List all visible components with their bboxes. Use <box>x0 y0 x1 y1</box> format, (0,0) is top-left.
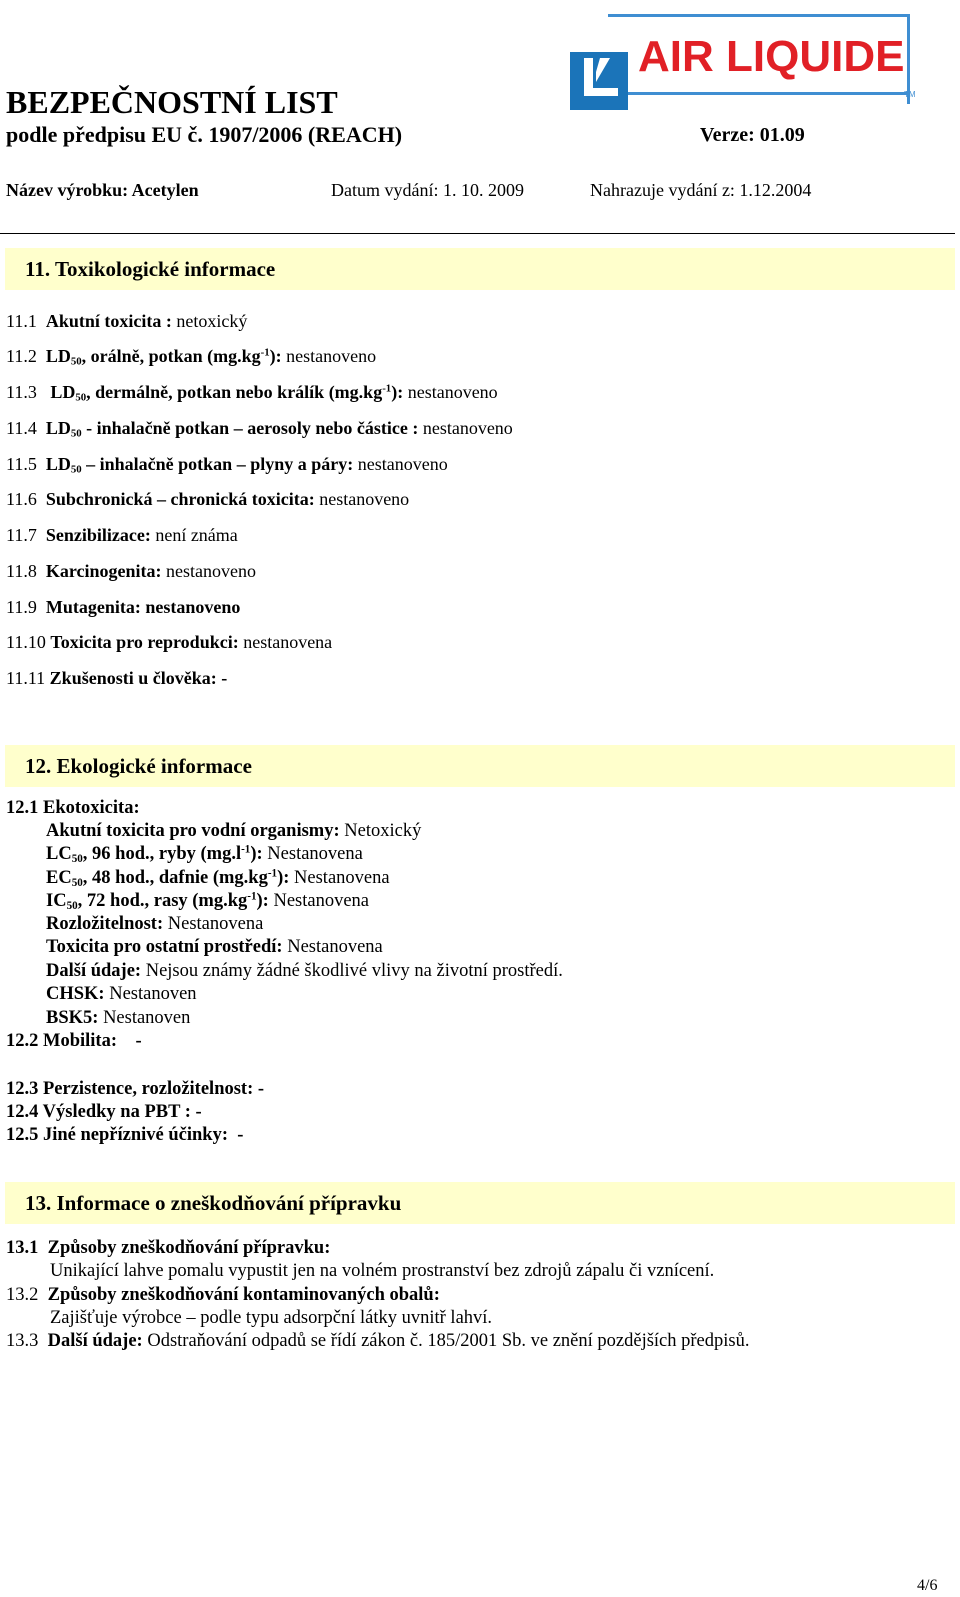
item-11-4 <box>6 418 513 439</box>
row-value: Nejsou známy žádné škodlivé vlivy na životní prostředí. <box>145 961 563 981</box>
ic50-row <box>46 891 369 912</box>
header-divider <box>0 233 955 234</box>
item-value: nestanovena <box>243 632 333 652</box>
item-label: $LD_{50}$, orálně, potkan $(mg.kg^{-1})$: <box>45 346 282 368</box>
degradability-row <box>46 914 263 935</box>
disposal-product-text: Unikající lahve pomalu vypustit jen na volném prostranství bez zdrojů zápalu či vznícení. <box>50 1261 715 1281</box>
ecotoxicity-heading: 12.1 Ekotoxicita: <box>6 798 140 818</box>
row-label: Akutní toxicita pro vodní organismy: <box>46 821 340 841</box>
disposal-additional-row <box>6 1331 749 1352</box>
row-label: $IC_{50}$, 72 hod., rasy $(mg.kg^{-1})$: <box>46 890 269 912</box>
item-11-6 <box>6 489 409 510</box>
item-value: nestanoveno <box>407 382 498 402</box>
row-value: Nestanovena <box>273 891 370 911</box>
row-label: Způsoby zneškodňování přípravku: <box>47 1238 331 1258</box>
section-11-heading: 11. Toxikologické informace <box>25 257 276 281</box>
item-11-7 <box>6 525 238 546</box>
item-num: 11.4 <box>6 418 37 438</box>
section-12-banner <box>5 745 955 787</box>
row-value: Nestanoven <box>103 1008 191 1028</box>
acute-toxicity-row <box>46 821 421 842</box>
document-title: BEZPEČNOSTNÍ LIST <box>6 84 338 120</box>
mobility-row: 12.2 Mobilita: - <box>6 1031 142 1051</box>
item-value: nestanoveno <box>286 346 377 366</box>
item-11-11 <box>6 668 227 689</box>
logo-trademark: TM <box>904 90 916 99</box>
item-label: Karcinogenita: <box>45 561 162 581</box>
item-value: nestanoveno <box>422 418 513 438</box>
row-value: Nestanovena <box>267 844 363 864</box>
item-num: 11.7 <box>6 525 37 545</box>
item-label: Zkušenosti u člověka: - <box>49 668 228 688</box>
document-subtitle: podle předpisu EU č. 1907/2006 (REACH) <box>6 122 403 147</box>
disposal-packaging-text: Zajišťuje výrobce – podle typu adsorpční látky uvnitř lahví. <box>50 1308 493 1328</box>
lc50-row <box>46 844 363 865</box>
logo-text: AIR LIQUIDE <box>638 32 905 81</box>
row-label: Další údaje: <box>46 961 142 981</box>
item-num: 11.6 <box>6 489 37 509</box>
row-num: 13.3 <box>6 1331 39 1351</box>
item-value: není známa <box>155 525 238 545</box>
chsk-row <box>46 984 197 1005</box>
item-value: netoxický <box>176 311 248 331</box>
row-label: Další údaje: <box>47 1331 143 1351</box>
item-value: nestanoveno <box>357 454 448 474</box>
section-11-banner <box>5 248 955 290</box>
other-environment-row <box>46 937 383 958</box>
row-value: Nestanovena <box>287 937 383 957</box>
section-13-heading: 13. Informace o zneškodňování přípravku <box>25 1191 402 1215</box>
row-label: $LC_{50}$, 96 hod., ryby $(mg.l^{-1})$: <box>46 843 263 865</box>
row-value: Nestanoven <box>109 984 197 1004</box>
item-label: Subchronická – chronická toxicita: <box>45 489 315 509</box>
item-11-5 <box>6 454 448 475</box>
ec50-row <box>46 868 390 889</box>
item-11-3 <box>6 382 498 403</box>
disposal-product-row <box>6 1238 330 1259</box>
row-label: $EC_{50}$, 48 hod., dafnie $(mg.kg^{-1})$: <box>46 867 290 889</box>
item-11-2 <box>6 346 376 367</box>
item-num: 11.10 <box>6 632 46 652</box>
item-label: Akutní toxicita : <box>45 311 172 331</box>
item-11-9 <box>6 597 240 618</box>
row-label: Toxicita pro ostatní prostředí: <box>46 937 283 957</box>
row-num: 13.2 <box>6 1285 39 1305</box>
page-number: 4/6 <box>917 1577 938 1594</box>
issue-date: Datum vydání: 1. 10. 2009 <box>331 180 524 200</box>
row-value: Nestanovena <box>294 868 390 888</box>
row-value: Netoxický <box>344 821 422 841</box>
additional-info-row <box>46 961 563 982</box>
logo-frame-bottom <box>628 92 910 95</box>
row-num: 13.1 <box>6 1238 39 1258</box>
row-label: CHSK: <box>46 984 105 1004</box>
item-value: nestanoveno <box>319 489 410 509</box>
row-text: Odstraňování odpadů se řídí zákon č. 185/2001 Sb. ve znění pozdějších předpisů. <box>147 1331 750 1351</box>
item-label: Senzibilizace: <box>45 525 151 545</box>
item-11-8 <box>6 561 256 582</box>
item-num: 11.8 <box>6 561 37 581</box>
item-label: Mutagenita: nestanoveno <box>45 597 241 617</box>
item-num: 11.5 <box>6 454 37 474</box>
item-num: 11.2 <box>6 346 37 366</box>
pbt-row: 12.4 Výsledky na PBT : - <box>6 1102 202 1122</box>
item-num: 11.1 <box>6 311 37 331</box>
bsk5-row <box>46 1008 190 1029</box>
item-num: 11.11 <box>6 668 46 688</box>
product-name: Název výrobku: Acetylen <box>6 180 199 200</box>
item-11-1 <box>6 311 247 332</box>
row-label: Způsoby zneškodňování kontaminovaných obalů: <box>47 1285 440 1305</box>
item-label: $LD_{50}$ - inhalačně potkan – aerosoly nebo částice : <box>45 418 419 440</box>
item-label: $LD_{50}$, dermálně, potkan nebo králík $(mg.kg^{-1})$: <box>50 382 404 404</box>
persistence-row: 12.3 Perzistence, rozložitelnost: - <box>6 1079 265 1099</box>
row-value: Nestanovena <box>167 914 264 934</box>
disposal-packaging-row <box>6 1285 440 1306</box>
air-liquide-logo <box>570 14 920 116</box>
item-label: Toxicita pro reprodukci: <box>50 632 239 652</box>
document-version: Verze: 01.09 <box>700 124 805 146</box>
item-label: $LD_{50}$ – inhalačně potkan – plyny a páry: <box>45 454 354 476</box>
item-11-10 <box>6 632 332 653</box>
item-num: 11.3 <box>6 382 37 402</box>
section-12-heading: 12. Ekologické informace <box>25 754 252 778</box>
section-13-banner <box>5 1182 955 1224</box>
row-label: Rozložitelnost: <box>46 914 164 934</box>
row-label: BSK5: <box>46 1008 99 1028</box>
replaces-date: Nahrazuje vydání z: 1.12.2004 <box>590 180 812 200</box>
item-value: nestanoveno <box>166 561 256 581</box>
other-effects-row: 12.5 Jiné nepříznivé účinky: - <box>6 1125 244 1145</box>
item-num: 11.9 <box>6 597 37 617</box>
logo-square-icon <box>570 52 628 110</box>
